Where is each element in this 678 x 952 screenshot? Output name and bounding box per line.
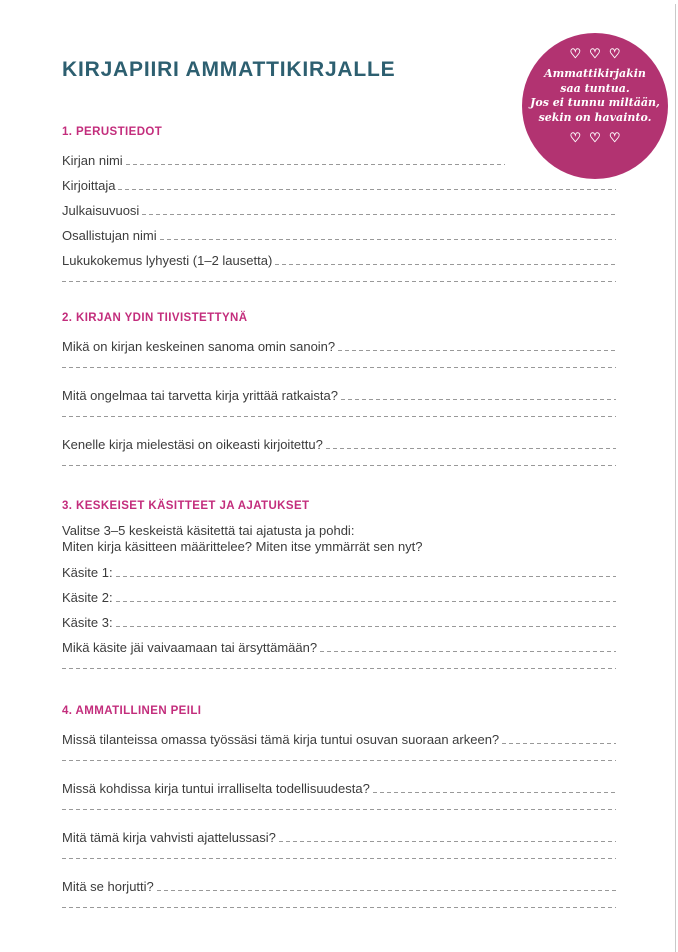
badge-hearts-bottom [522, 130, 668, 146]
field-write-in-line [279, 841, 616, 842]
field-write-in-line [126, 164, 505, 165]
field-continuation-line [62, 809, 616, 810]
field-continuation-line [62, 281, 616, 282]
form-field-row [62, 566, 616, 580]
field-label: Käsite 3: [62, 615, 113, 630]
section-intro-line: Miten kirja käsitteen määrittelee? Miten itse ymmärrät sen nyt? [62, 539, 423, 554]
field-continuation-line [62, 465, 616, 466]
field-label: Mitä ongelmaa tai tarvetta kirja yrittää ratkaista? [62, 388, 339, 403]
badge-hearts-top [522, 46, 668, 62]
form-section [62, 126, 616, 282]
form-section [62, 705, 616, 908]
badge-text-line: saa tuntua. [560, 81, 630, 95]
heart-outline-icon: ♡ [589, 46, 601, 61]
field-write-in-line [118, 189, 616, 190]
form-field-row [62, 154, 616, 168]
section-heading: 4. AMMATILLINEN PEILI [62, 705, 202, 717]
field-write-in-line [275, 264, 616, 265]
section-intro [62, 523, 616, 555]
field-write-in-line [320, 651, 616, 652]
heart-outline-icon: ♡ [569, 46, 582, 61]
field-write-in-line [116, 626, 616, 627]
badge-text-line: Jos ei tunnu miltään, [530, 96, 660, 109]
field-label: Kirjoittaja [62, 178, 116, 193]
form-field-row [62, 229, 616, 243]
form-section [62, 500, 616, 669]
form-field-row [62, 438, 616, 452]
page-edge-divider [675, 4, 676, 952]
field-write-in-line [502, 743, 616, 744]
field-label: Mikä käsite jäi vaivaamaan tai ärsyttämään? [62, 640, 318, 655]
form-field-row [62, 733, 616, 747]
badge-text-line: Ammattikirjakin [544, 67, 646, 80]
section-heading: 1. PERUSTIEDOT [62, 126, 163, 138]
heart-outline-icon: ♡ [589, 130, 601, 145]
field-write-in-line [116, 576, 616, 577]
field-write-in-line [341, 399, 616, 400]
badge-text [522, 67, 668, 125]
field-continuation-line [62, 858, 616, 859]
page-title: KIRJAPIIRI AMMATTIKIRJALLE [62, 58, 396, 81]
heart-outline-icon: ♡ [569, 130, 582, 145]
field-label: Mitä tämä kirja vahvisti ajattelussasi? [62, 830, 276, 845]
form-section [62, 312, 616, 466]
field-write-in-line [326, 448, 616, 449]
field-label: Osallistujan nimi [62, 228, 157, 243]
section-heading: 3. KESKEISET KÄSITTEET JA AJATUKSET [62, 500, 310, 512]
form-field-row [62, 782, 616, 796]
form-field-row [62, 831, 616, 845]
field-label: Missä tilanteissa omassa työssäsi tämä kirja tuntui osuvan suoraan arkeen? [62, 732, 500, 747]
section-intro-line: Valitse 3–5 keskeistä käsitettä tai ajatusta ja pohdi: [62, 523, 355, 538]
form-field-row [62, 204, 616, 218]
form-field-row [62, 880, 616, 894]
field-label: Lukukokemus lyhyesti (1–2 lausetta) [62, 253, 273, 268]
form-field-row [62, 591, 616, 605]
field-label: Mitä se horjutti? [62, 879, 154, 894]
heart-outline-icon: ♡ [608, 46, 621, 61]
field-write-in-line [142, 214, 616, 215]
field-write-in-line [160, 239, 616, 240]
form-field-row [62, 254, 616, 268]
field-write-in-line [373, 792, 616, 793]
feelings-badge [522, 33, 668, 179]
heart-outline-icon: ♡ [608, 130, 621, 145]
form-field-row [62, 179, 616, 193]
field-continuation-line [62, 668, 616, 669]
field-label: Kirjan nimi [62, 153, 123, 168]
badge-text-line: sekin on havainto. [538, 110, 652, 124]
field-label: Mikä on kirjan keskeinen sanoma omin sanoin? [62, 339, 336, 354]
field-continuation-line [62, 416, 616, 417]
field-label: Julkaisuvuosi [62, 203, 140, 218]
form-field-row [62, 641, 616, 655]
field-write-in-line [338, 350, 616, 351]
field-continuation-line [62, 907, 616, 908]
form-sections [62, 126, 616, 908]
field-continuation-line [62, 760, 616, 761]
field-label: Käsite 1: [62, 565, 113, 580]
section-heading: 2. KIRJAN YDIN TIIVISTETTYNÄ [62, 312, 248, 324]
field-continuation-line [62, 367, 616, 368]
field-label: Missä kohdissa kirja tuntui irralliselta todellisuudesta? [62, 781, 370, 796]
form-field-row [62, 340, 616, 354]
field-label: Kenelle kirja mielestäsi on oikeasti kirjoitettu? [62, 437, 323, 452]
field-write-in-line [157, 890, 616, 891]
form-field-row [62, 389, 616, 403]
field-label: Käsite 2: [62, 590, 113, 605]
form-field-row [62, 616, 616, 630]
field-write-in-line [116, 601, 616, 602]
